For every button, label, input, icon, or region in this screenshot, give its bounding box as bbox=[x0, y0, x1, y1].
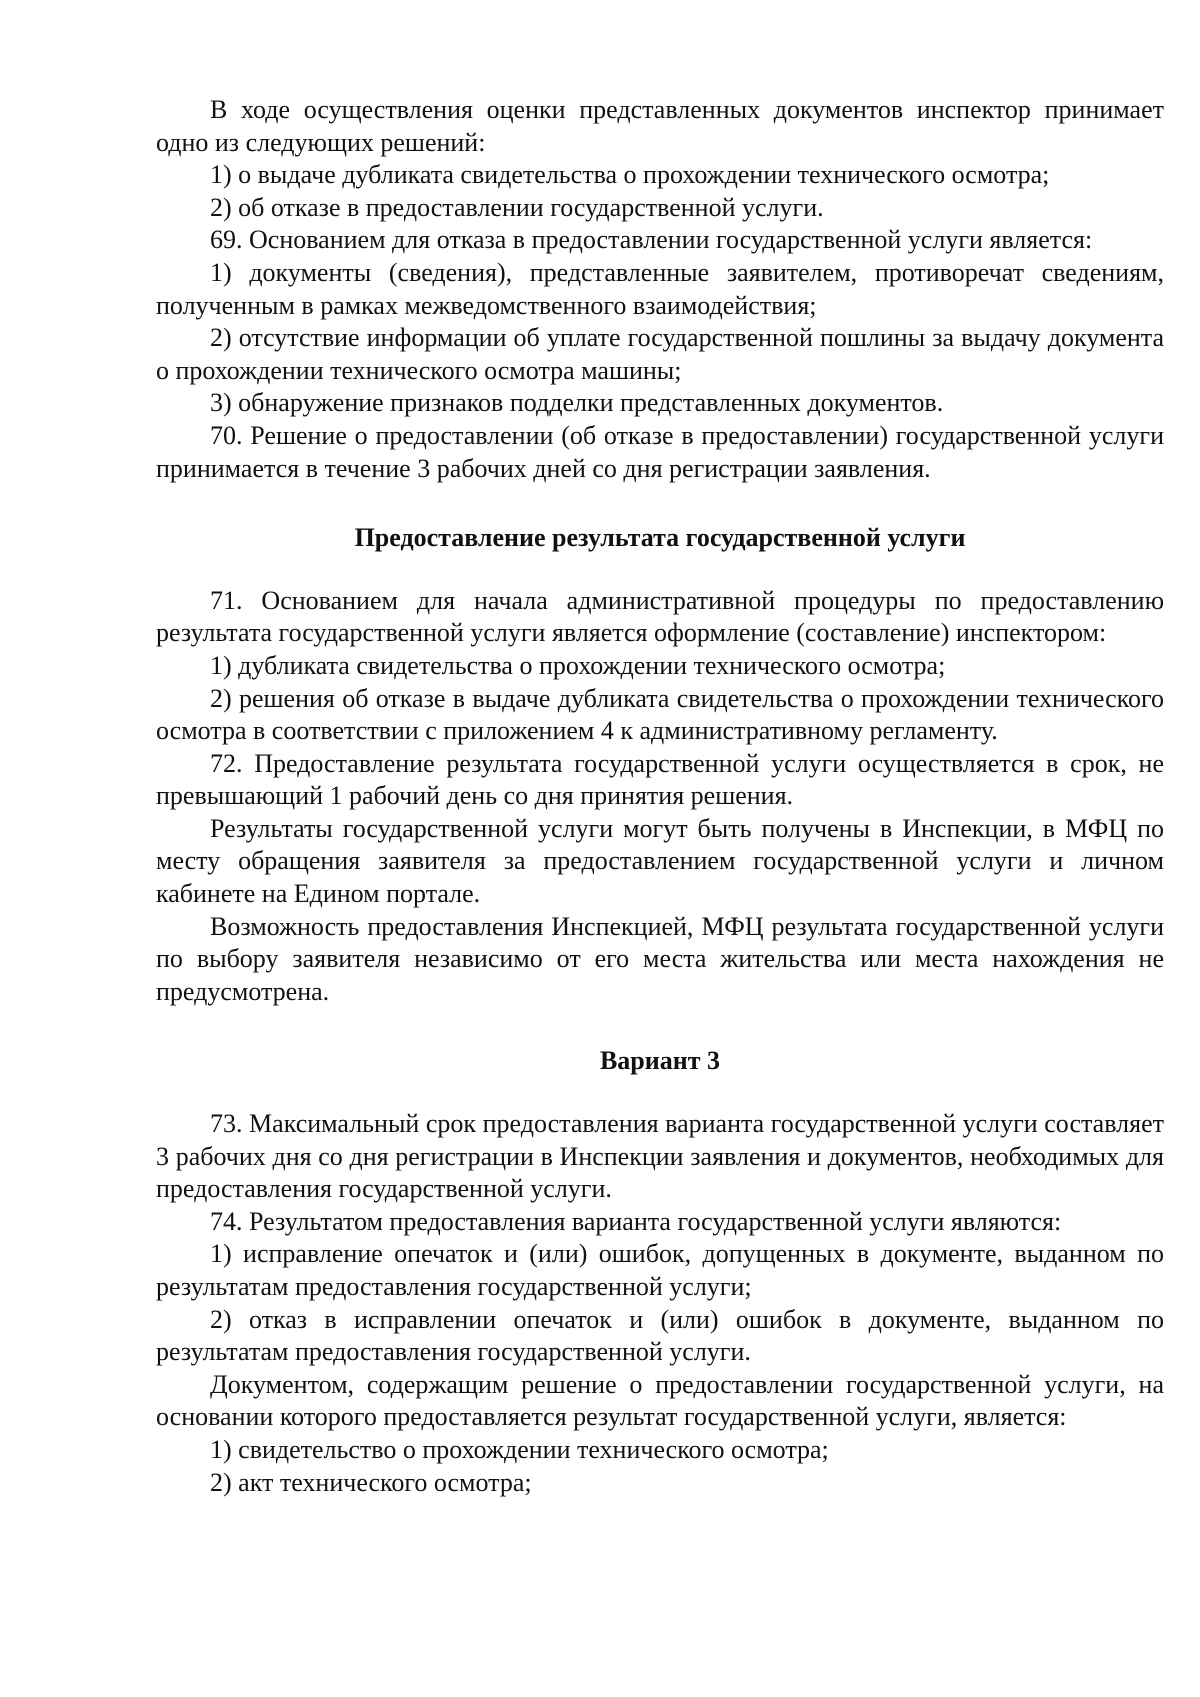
list-item: 1) исправление опечаток и (или) ошибок, допущенных в документе, выданном по результатам предоставления государственной услуги; bbox=[156, 1239, 1164, 1301]
paragraph: Возможность предоставления Инспекцией, МФЦ результата государственной услуги по выбору заявителя независимо от его места жительства или места нахождения не предусмотрена. bbox=[156, 911, 1164, 1006]
paragraph: 70. Решение о предоставлении (об отказе в предоставлении) государственной услуги принимается в течение 3 рабочих дней со дня регистрации заявления. bbox=[156, 420, 1164, 483]
list-item: 2) решения об отказе в выдаче дубликата свидетельства о прохождении технического осмотра в соответствии с приложением 4 к административному регламенту. bbox=[156, 683, 1164, 746]
spacer bbox=[156, 1008, 1164, 1045]
list-item: 1) документы (сведения), представленные заявителем, противоречат сведениям, полученным в рамках межведомственного взаимодействия; bbox=[156, 257, 1164, 320]
list-item: 2) отказ в исправлении опечаток и (или) ошибок в документе, выданном по результатам предоставления государственной услуги. bbox=[156, 1304, 1164, 1367]
section-heading: Предоставление результата государственной услуги bbox=[354, 523, 966, 553]
list-item: 1) дубликата свидетельства о прохождении технического осмотра; bbox=[210, 650, 946, 680]
section-heading: Вариант 3 bbox=[599, 1046, 721, 1076]
paragraph: 72. Предоставление результата государственной услуги осуществляется в срок, не превышающий 1 рабочий день со дня принятия решения. bbox=[156, 748, 1164, 811]
list-item: 2) акт технического осмотра; bbox=[210, 1467, 532, 1497]
list-item: 1) о выдаче дубликата свидетельства о прохождении технического осмотра; bbox=[210, 160, 1050, 190]
paragraph: 71. Основанием для начала административной процедуры по предоставлению результата государственной услуги является оформление (составление) инспектором: bbox=[156, 585, 1164, 648]
spacer bbox=[156, 485, 1164, 522]
paragraph: Результаты государственной услуги могут быть получены в Инспекции, в МФЦ по месту обращения заявителя за предоставлением государственной услуги и личном кабинете на Едином портале. bbox=[156, 813, 1164, 909]
list-item: 2) об отказе в предоставлении государственной услуги. bbox=[210, 192, 824, 222]
document-body bbox=[156, 94, 1164, 1499]
list-item: 2) отсутствие информации об уплате государственной пошлины за выдачу документа о прохождении технического осмотра машины; bbox=[156, 323, 1164, 385]
paragraph: 73. Максимальный срок предоставления варианта государственной услуги составляет 3 рабочих дня со дня регистрации в Инспекции заявления и документов, необходимых для предоставления государственной услуги. bbox=[156, 1109, 1164, 1204]
list-item: 1) свидетельство о прохождении технического осмотра; bbox=[210, 1434, 829, 1464]
paragraph: Документом, содержащим решение о предоставлении государственной услуги, на основании которого предоставляется результат государственной услуги, является: bbox=[156, 1369, 1164, 1432]
spacer bbox=[156, 1078, 1164, 1108]
paragraph: 69. Основанием для отказа в предоставлении государственной услуги является: bbox=[210, 225, 1093, 255]
paragraph: 74. Результатом предоставления варианта государственной услуги являются: bbox=[210, 1206, 1062, 1236]
spacer bbox=[156, 555, 1164, 585]
paragraph: В ходе осуществления оценки представленных документов инспектор принимает одно из следующих решений: bbox=[156, 95, 1164, 157]
list-item: 3) обнаружение признаков подделки представленных документов. bbox=[210, 388, 944, 418]
